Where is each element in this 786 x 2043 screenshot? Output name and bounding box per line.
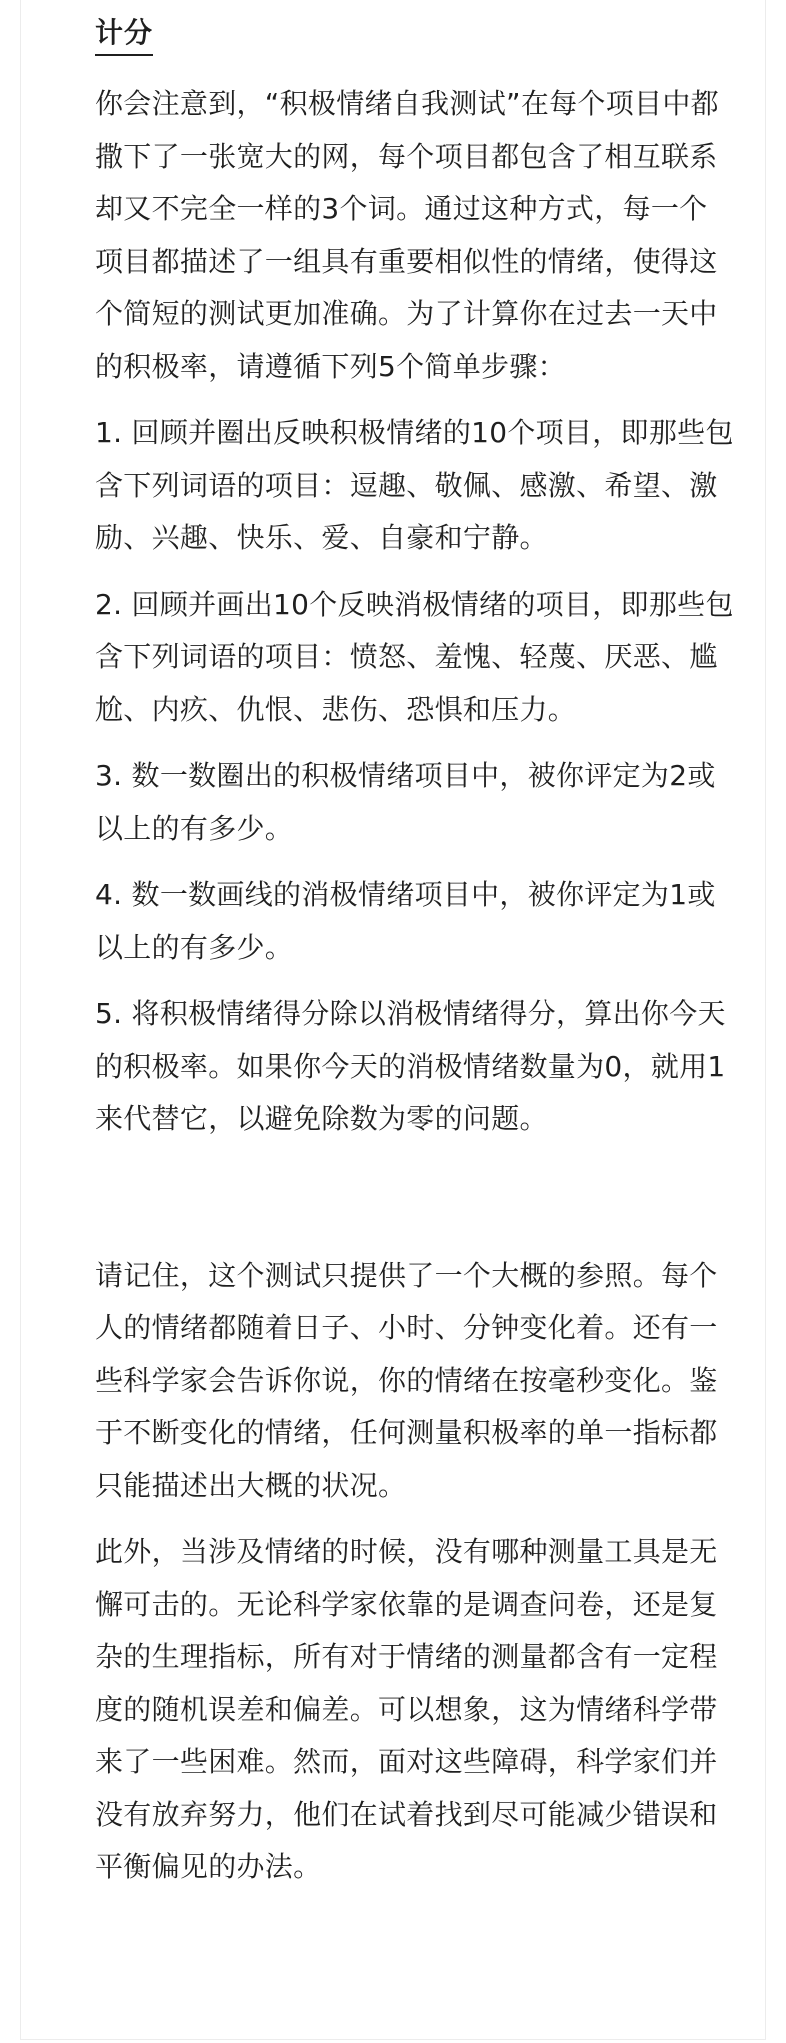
step-item-4: 4. 数一数画线的消极情绪项目中，被你评定为1或以上的有多少。	[95, 878, 716, 964]
steps-list	[95, 407, 735, 1146]
note-paragraph-2: 此外，当涉及情绪的时候，没有哪种测量工具是无懈可击的。无论科学家依靠的是调查问卷，还是复杂的生理指标，所有对于情绪的测量都含有一定程度的随机误差和偏差。可以想象，这为情绪科学带来了一些困难。然而，面对这些障碍，科学家们并没有放弃努力，他们在试着找到尽可能减少错误和平衡偏见的办法。	[95, 1535, 718, 1883]
step-item-3: 3. 数一数圈出的积极情绪项目中，被你评定为2或以上的有多少。	[95, 759, 716, 845]
page-frame	[20, 0, 766, 2040]
step-item-1: 1. 回顾并圈出反映积极情绪的10个项目，即那些包含下列词语的项目：逗趣、敬佩、感激、希望、激励、兴趣、快乐、爱、自豪和宁静。	[95, 416, 734, 554]
note-paragraph-1: 请记住，这个测试只提供了一个大概的参照。每个人的情绪都随着日子、小时、分钟变化着。还有一些科学家会告诉你说，你的情绪在按毫秒变化。鉴于不断变化的情绪，任何测量积极率的单一指标都只能描述出大概的状况。	[95, 1258, 718, 1502]
intro-paragraph: 你会注意到，“积极情绪自我测试”在每个项目中都撒下了一张宽大的网，每个项目都包含了相互联系却又不完全一样的3个词。通过这种方式，每一个项目都描述了一组具有重要相似性的情绪，使得这个简短的测试更加准确。为了计算你在过去一天中的积极率，请遵循下列5个简单步骤：	[95, 87, 719, 383]
section-title: 计分	[95, 12, 153, 56]
step-item-5: 5. 将积极情绪得分除以消极情绪得分，算出你今天的积极率。如果你今天的消极情绪数量为0，就用1来代替它，以避免除数为零的问题。	[95, 997, 726, 1135]
section-spacer	[95, 1160, 735, 1250]
step-item-2: 2. 回顾并画出10个反映消极情绪的项目，即那些包含下列词语的项目：愤怒、羞愧、轻蔑、厌恶、尴尬、内疚、仇恨、悲伤、恐惧和压力。	[95, 587, 734, 726]
article-content	[95, 12, 735, 1908]
